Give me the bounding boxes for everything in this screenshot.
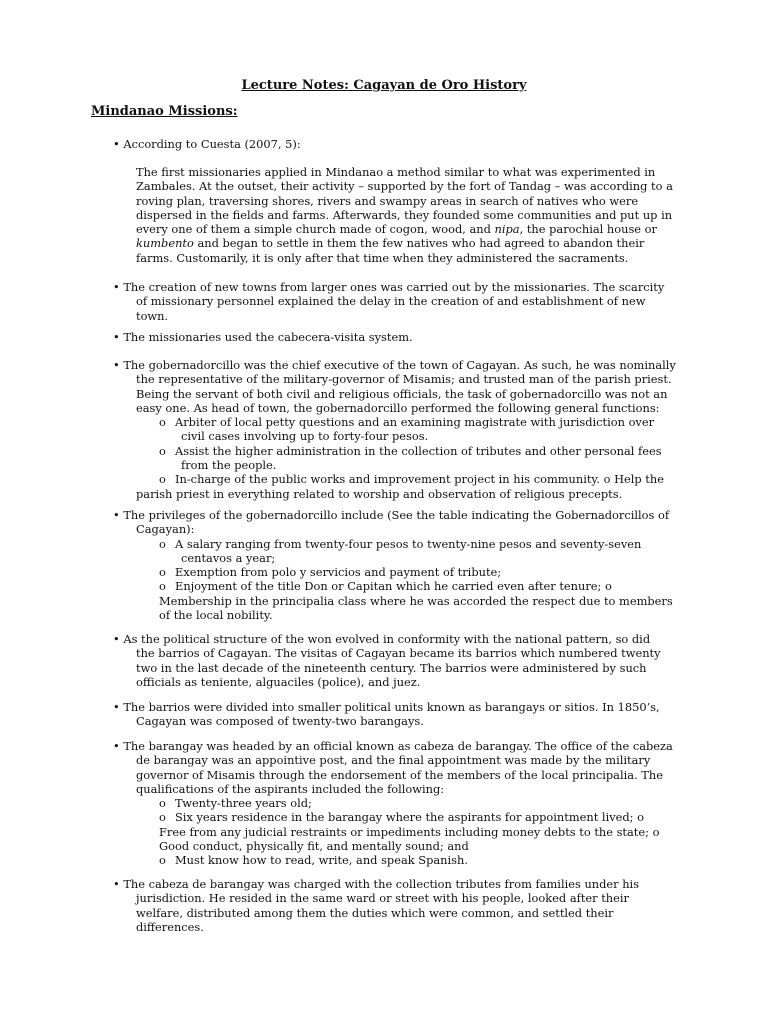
- bullet-cabecera-visita: • The missionaries used the cabecera-visita system.: [113, 330, 413, 344]
- bullet-barangays: • The barrios were divided into smaller political units known as barangays or sitios. In 1850’s, Cagayan was composed of twenty-two barangays.: [113, 700, 660, 729]
- page-title: Lecture Notes: Cagayan de Oro History: [241, 78, 527, 93]
- section-heading: Mindanao Missions:: [91, 104, 238, 119]
- bullet-cabeza-duties: • The cabeza de barangay was charged with the collection tributes from families under his jurisdiction. He resided in the same ward or street with his people, looked after their welfare, distributed among them the duties which were common, and settled their differences.: [113, 877, 640, 934]
- bullet-cabeza-de-barangay: • The barangay was headed by an official known as cabeza de barangay. The office of the cabeza de barangay was an appointive post, and the final appointment was made by the military governor of Misamis through the endorsement of the members of the local principalia. The qualifications of the aspirants included the following: o Twenty-three years old; o Six years residence in the barangay where the aspirants for appointment lived; o Free from any judicial restraints or impediments including money debts to the state; o Good conduct, physically fit, and mentally sound; and o Must know how to read, write, and speak Spanish.: [113, 739, 673, 868]
- block-quote: The first missionaries applied in Mindanao a method similar to what was experimented in Zambales. At the outset, their activity – supported by the fort of Tandag – was according to a roving plan, traversing shores, rivers and swampy areas in search of natives who were dispersed in the fields and farms. Afterwards, they founded some communities and put up in every one of them a simple church made of cogon, wood, and nipa, the parochial house or kumbento and began to settle in them the few natives who had agreed to abandon their farms. Customarily, it is only after that time when they administered the sacraments.: [136, 165, 673, 265]
- bullet-privileges: • The privileges of the gobernadorcillo include (See the table indicating the Gobernadorcillos of Cagayan): o A salary ranging from twenty-four pesos to twenty-nine pesos and seventy-seven centavos a year; o Exemption from polo y servicios and payment of tribute; o Enjoyment of the title Don or Capitan which he carried even after tenure; o Membership in the principalia class where he was accorded the respect due to members of the local nobility.: [113, 508, 673, 623]
- bullet-gobernadorcillo: • The gobernadorcillo was the chief executive of the town of Cagayan. As such, he was nominally the representative of the military-governor of Misamis; and trusted man of the parish priest. Being the servant of both civil and religious officials, the task of gobernadorcillo was not an easy one. As head of town, the gobernadorcillo performed the following general functions: o Arbiter of local petty questions and an examining magistrate with jurisdiction over civil cases involving up to forty-four pesos. o Assist the higher administration in the collection of tributes and other personal fees from the people. o In-charge of the public works and improvement project in his community. o Help the parish priest in everything related to worship and observation of religious precepts.: [113, 358, 676, 501]
- bullet-creation-of-towns: • The creation of new towns from larger ones was carried out by the missionaries. The scarcity of missionary personnel explained the delay in the creation of and establishment of new town.: [113, 280, 665, 323]
- bullet-according-to-cuesta: • According to Cuesta (2007, 5):: [113, 137, 301, 151]
- bullet-barrios: • As the political structure of the won evolved in conformity with the national pattern, so did the barrios of Cagayan. The visitas of Cagayan became its barrios which numbered twenty two in the last decade of the nineteenth century. The barrios were administered by such officials as teniente, alguaciles (police), and juez.: [113, 632, 661, 689]
